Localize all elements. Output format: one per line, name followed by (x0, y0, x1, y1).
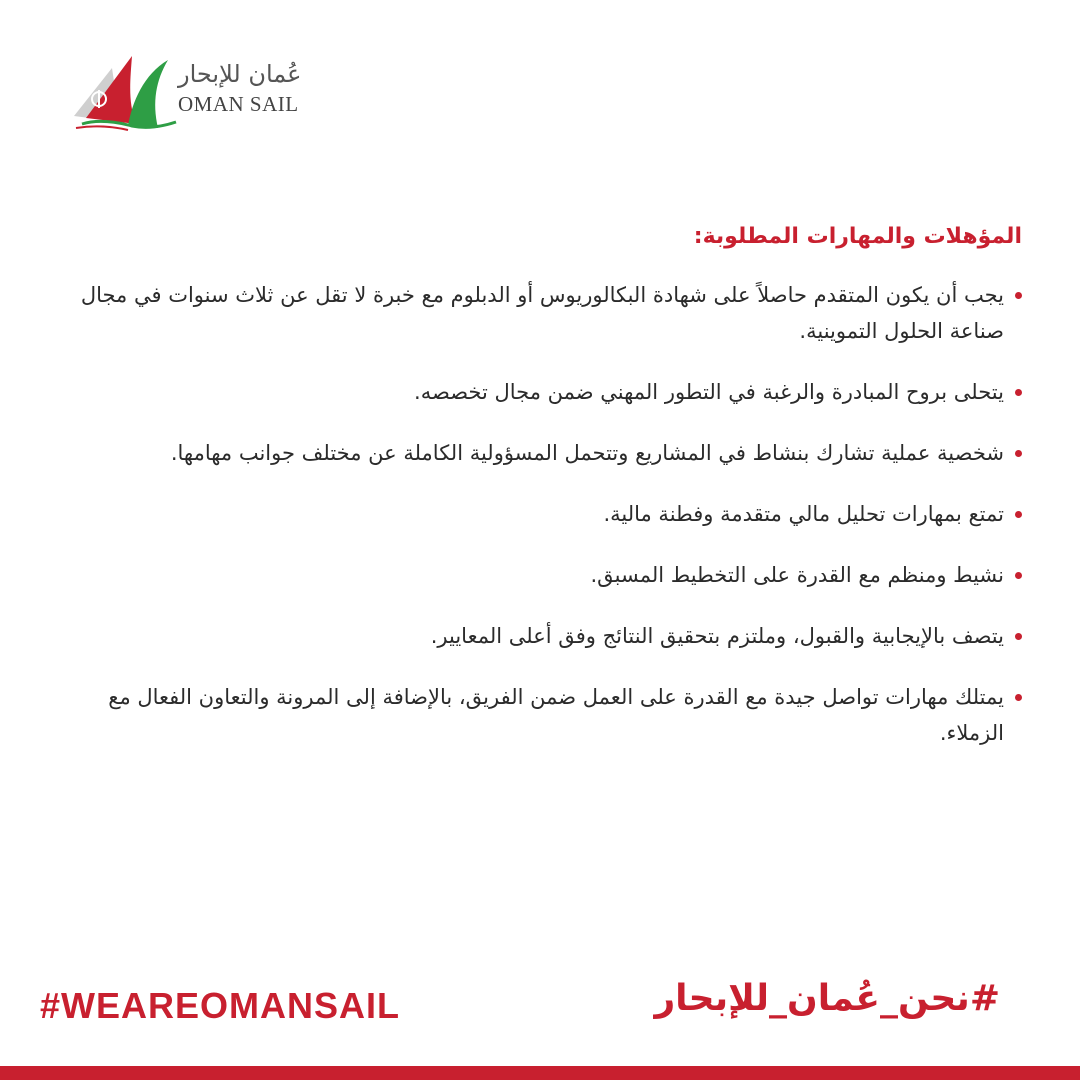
requirement-item (62, 679, 1022, 751)
requirements-section (62, 222, 1022, 776)
requirement-item (62, 277, 1022, 349)
oman-sail-logo-icon (72, 52, 182, 132)
requirement-text: شخصية عملية تشارك بنشاط في المشاريع وتتحمل المسؤولية الكاملة عن مختلف جوانب مهامها. (170, 440, 1004, 465)
bullet-dot-icon (1015, 450, 1022, 457)
requirement-item (62, 374, 1022, 410)
requirement-text: تمتع بمهارات تحليل مالي متقدمة وفطنة مالية. (603, 501, 1004, 526)
logo-english-text: OMAN SAIL (178, 92, 299, 116)
requirement-item (62, 557, 1022, 593)
requirements-list (62, 277, 1022, 751)
hashtag-arabic: #نحن_عُمان_للإبحار (654, 978, 1000, 1019)
requirement-text: يتحلى بروح المبادرة والرغبة في التطور المهني ضمن مجال تخصصه. (414, 379, 1004, 404)
section-title: المؤهلات والمهارات المطلوبة: (693, 224, 1022, 249)
requirement-text: نشيط ومنظم مع القدرة على التخطيط المسبق. (590, 562, 1004, 587)
requirement-item (62, 496, 1022, 532)
requirement-item (62, 618, 1022, 654)
bullet-dot-icon (1015, 292, 1022, 299)
bullet-dot-icon (1015, 633, 1022, 640)
requirement-text: يتصف بالإيجابية والقبول، وملتزم بتحقيق النتائج وفق أعلى المعايير. (430, 623, 1004, 648)
bullet-dot-icon (1015, 694, 1022, 701)
requirement-text: يجب أن يكون المتقدم حاصلاً على شهادة البكالوريوس أو الدبلوم مع خبرة لا تقل عن ثلاث سنوات في مجال صناعة الحلول التموينية. (80, 282, 1004, 343)
bottom-accent-bar (0, 1066, 1080, 1080)
bullet-dot-icon (1015, 572, 1022, 579)
requirement-text: يمتلك مهارات تواصل جيدة مع القدرة على العمل ضمن الفريق، بالإضافة إلى المرونة والتعاون الفعال مع الزملاء. (108, 684, 1004, 745)
requirement-item (62, 435, 1022, 471)
hashtag-english: #WEAREOMANSAIL (40, 985, 401, 1026)
bullet-dot-icon (1015, 511, 1022, 518)
bullet-dot-icon (1015, 389, 1022, 396)
logo-arabic-text: عُمان للإبحار (178, 60, 302, 88)
